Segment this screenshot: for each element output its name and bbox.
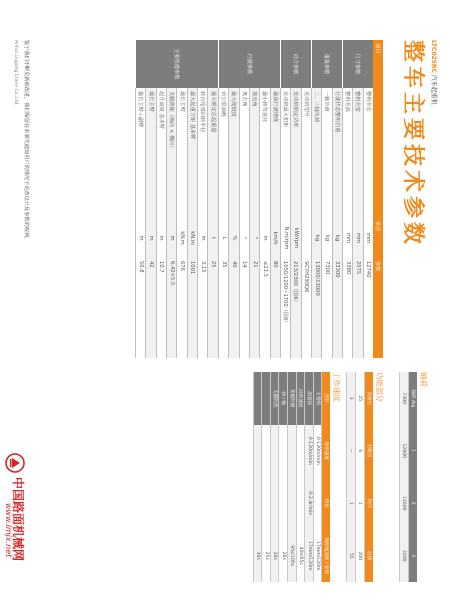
speed-cell: 30s [253, 530, 262, 583]
spec-row [177, 40, 187, 358]
spec-value: 35 [218, 258, 228, 358]
spec-unit: ° [239, 218, 249, 258]
spec-row [270, 40, 280, 358]
spec-value: 50.8 [136, 258, 146, 358]
speed-item: 变幅时间 [288, 372, 297, 425]
spec-label: 最小转弯直径 [260, 88, 270, 218]
spec-value: 3.15 [198, 258, 208, 358]
col-header-blank [373, 88, 383, 218]
speed-cell [270, 425, 279, 478]
spec-unit: kN.m [187, 218, 197, 258]
speed-cell: 0-2.4r/min [305, 477, 314, 530]
spec-label: 整机全宽 [353, 88, 363, 218]
spec-row [322, 40, 332, 358]
spec-label: 最大起重力矩 基本臂 [187, 88, 197, 218]
spec-label: 最大额定总起重量 [208, 88, 218, 218]
spec-unit: mm [363, 218, 373, 258]
spec-row [198, 40, 208, 358]
watermark [3, 453, 27, 603]
spec-label: 最大爬坡度 [229, 88, 239, 218]
spec-label: 起升高度 基本臂 [156, 88, 166, 218]
spec-row [229, 40, 239, 358]
brand-suffix: 汽车起重机 [430, 74, 437, 105]
spec-label: 百公里油耗 [218, 88, 228, 218]
spec-row [249, 40, 259, 358]
spec-label: 离去角 [239, 88, 249, 218]
speed-cell [279, 477, 288, 530]
power-header [365, 372, 374, 582]
spec-unit: % [229, 218, 239, 258]
spec-value: 6.42×5.5 [167, 258, 177, 358]
spec-label: 最长主臂 [177, 88, 187, 218]
spec-category: 行驶参数 [218, 40, 280, 88]
spec-row [218, 40, 228, 358]
spec-row [332, 40, 342, 358]
spec-value: 676 [177, 258, 187, 358]
speed-cell [279, 425, 288, 478]
spec-unit: m [136, 218, 146, 258]
spec-category: 重量参数 [311, 40, 342, 88]
power-table [346, 372, 373, 582]
speed-table-body [253, 372, 322, 582]
spec-unit: m [260, 218, 270, 258]
spec-row [208, 40, 218, 358]
power-header-cell: 前桥点 [365, 372, 374, 425]
speed-cell: 95s/105s [288, 530, 297, 583]
spec-value: 2575 [353, 258, 363, 358]
spec-unit: km/h [270, 218, 280, 258]
spec-row [156, 40, 166, 358]
footnote: 鉴于我们不断更新和改进，我们保留在未事先通知用户的情况下更改设计及参数的权利。 [23, 40, 29, 243]
main-spec-table [135, 40, 383, 358]
speed-row [296, 372, 305, 582]
spec-unit: L [218, 218, 228, 258]
speed-cell [262, 477, 271, 530]
power-header-cell: 转向 [365, 477, 374, 530]
spec-value: 3380 [342, 258, 352, 358]
axle-load-header [409, 372, 418, 582]
spec-value: 213/2300（国6） [291, 258, 301, 358]
speed-item: 副卷扬 [305, 372, 314, 425]
speed-header-cell: 卷扬速度 [322, 425, 330, 478]
spec-label: 一轴负荷 [322, 88, 332, 218]
spec-label: 最长主臂＋副臂 [136, 88, 146, 218]
col-header-unit: 单位 [373, 218, 383, 258]
power-row [356, 372, 365, 582]
spec-value: 13000/13000 [311, 258, 321, 358]
spec-label: 最长主臂 [146, 88, 156, 218]
power-header-cell: 后桥 [365, 530, 374, 583]
spec-row [311, 40, 321, 358]
spec-value: 10.7 [156, 258, 166, 358]
speed-cell [288, 477, 297, 530]
spec-row [291, 40, 301, 358]
spec-unit: N.m/rpm [280, 218, 290, 258]
page-title: 整车主要技术参数 [400, 40, 425, 249]
speed-row [288, 372, 297, 582]
spec-value: SC7H290Q6 [301, 258, 311, 358]
speed-item [253, 372, 262, 425]
spec-unit: m [198, 218, 208, 258]
spec-row [136, 40, 146, 358]
spec-row [187, 40, 197, 358]
spec-value: 25 [208, 258, 218, 358]
spec-value: 40 [229, 258, 239, 358]
spec-label: 转台尾部回转半径 [198, 88, 208, 218]
spec-row [167, 40, 177, 358]
col-header-value: 参数 [373, 258, 383, 358]
speed-item: 伸 / 缩 [279, 372, 288, 425]
spec-value: 12740 [363, 258, 373, 358]
company-name: Anhui Liugong Crane Co.,Ltd. [13, 40, 18, 106]
spec-value: 1001 [187, 258, 197, 358]
speed-cell [253, 477, 262, 530]
spec-label: 二、三轴负荷 [311, 88, 321, 218]
watermark-site-name: 中国路面机械网 [11, 477, 25, 562]
spec-label: 最高行驶速度 [270, 88, 280, 218]
watermark-url: www.lmjx.net [4, 503, 13, 558]
speed-item [262, 372, 271, 425]
power-cell: 55 [347, 530, 356, 583]
spec-row [353, 40, 363, 358]
power-header-cell: 分配点 [365, 425, 374, 478]
spec-unit: mm [353, 218, 363, 258]
power-cell: 3 [347, 372, 356, 425]
speed-cell [296, 425, 305, 478]
spec-value: 42 [146, 258, 156, 358]
spec-unit: kg [311, 218, 321, 258]
spec-row [260, 40, 270, 358]
brand-line [430, 40, 439, 105]
spec-label: 支腿跨距（纵向 × 横向） [167, 88, 177, 218]
axle-header-cell: 3 [409, 530, 418, 583]
speed-item: 支腿收放 [270, 372, 279, 425]
speed-row [262, 372, 271, 582]
axle-cell: 3200 [400, 530, 409, 583]
axle-load-table [399, 372, 417, 582]
spec-label: 发动机型号 [301, 88, 311, 218]
axle-header-cell: 2 [409, 477, 418, 530]
speed-row [279, 372, 288, 582]
speed-cell [270, 477, 279, 530]
spec-label: 发动机最大扭矩 [280, 88, 290, 218]
spec-category: 主要性能参数 [136, 40, 219, 88]
speed-row [253, 372, 262, 582]
spec-unit: kg [332, 218, 342, 258]
spec-value: ≤21.5 [260, 258, 270, 358]
spec-row [363, 40, 373, 358]
main-table-body [136, 40, 373, 358]
spec-row [301, 40, 311, 358]
speed-cell: 17mm/120m [313, 530, 322, 583]
spec-row [239, 40, 249, 358]
spec-unit: kN.m [177, 218, 187, 258]
spec-label: 发动机额定功率 [291, 88, 301, 218]
spec-label: 整机全长 [363, 88, 373, 218]
spec-unit: m [167, 218, 177, 258]
speed-cell: 0-120m/min [313, 425, 322, 478]
spec-value: 14 [239, 258, 249, 358]
spec-value: 80 [270, 258, 280, 358]
speed-row [305, 372, 314, 582]
power-row [347, 372, 356, 582]
power-cell: — [347, 425, 356, 478]
weights-title: 轴荷 [419, 372, 428, 387]
spec-category: 动力参数 [280, 40, 311, 88]
axle-cell: 12800 [400, 425, 409, 478]
spec-label: 接近角 [249, 88, 259, 218]
spec-unit: t [208, 218, 218, 258]
power-cell: 25 [356, 372, 365, 425]
spec-unit: mm [342, 218, 352, 258]
speed-cell [313, 477, 322, 530]
spec-unit: ° [249, 218, 259, 258]
speed-header-cell: 项目 [322, 372, 330, 425]
power-cell: 1 [347, 477, 356, 530]
col-header-item: 项目 [373, 40, 383, 88]
speed-cell [253, 425, 262, 478]
work-speed-table [253, 372, 330, 582]
axle-header-cell: 轴荷 /kg [409, 372, 418, 425]
speed-cell [296, 477, 305, 530]
spec-value: 21 [249, 258, 259, 358]
spec-row [342, 40, 352, 358]
power-cell: 200 [356, 530, 365, 583]
brand-model: LTC025RC [430, 40, 437, 73]
speed-cell: 25s [262, 530, 271, 583]
watermark-logo-icon [5, 453, 25, 473]
spec-unit [301, 218, 311, 258]
spec-label: 行驶状态整机自重 [332, 88, 342, 218]
speed-item: 主卷扬 [313, 372, 322, 425]
main-table-header [373, 40, 383, 358]
spec-label: 整机全高 [342, 88, 352, 218]
speed-header-cell: 档位 [322, 477, 330, 530]
spec-category: 尺寸参数 [342, 40, 373, 88]
power-cell: 6 [356, 425, 365, 478]
speed-header-cell: 钢丝绳速度 / 卷筒 [322, 530, 330, 583]
axle-cell: 7300 [400, 372, 409, 425]
axle-cell: 12600 [400, 477, 409, 530]
spec-unit: m [146, 218, 156, 258]
speed-cell: 0-120m/min [305, 425, 314, 478]
speed-cell: 17mm/120m [305, 530, 314, 583]
axle-load-row [400, 372, 409, 582]
speed-item: 回转速度 [296, 372, 305, 425]
spec-unit: kg [322, 218, 332, 258]
axle-header-cell: 1 [409, 425, 418, 478]
spec-value: 7300 [322, 258, 332, 358]
speed-header [322, 372, 330, 582]
speed-row [313, 372, 322, 582]
spec-row [146, 40, 156, 358]
speeds-title: 工作速度 [332, 372, 341, 402]
speed-cell: 40s/65s [296, 530, 305, 583]
speed-cell [262, 425, 271, 478]
spec-value: 33300 [332, 258, 342, 358]
spec-unit: kW/rpm [291, 218, 301, 258]
speed-cell: 26s [279, 530, 288, 583]
spec-unit: m [156, 218, 166, 258]
speed-row [270, 372, 279, 582]
powers-title: 功能部分 [375, 372, 384, 402]
power-cell: 1 [356, 477, 365, 530]
spec-value: 1050/1200~1700（国6） [280, 258, 290, 358]
speed-cell: 20s [270, 530, 279, 583]
spec-row [280, 40, 290, 358]
speed-cell [288, 425, 297, 478]
